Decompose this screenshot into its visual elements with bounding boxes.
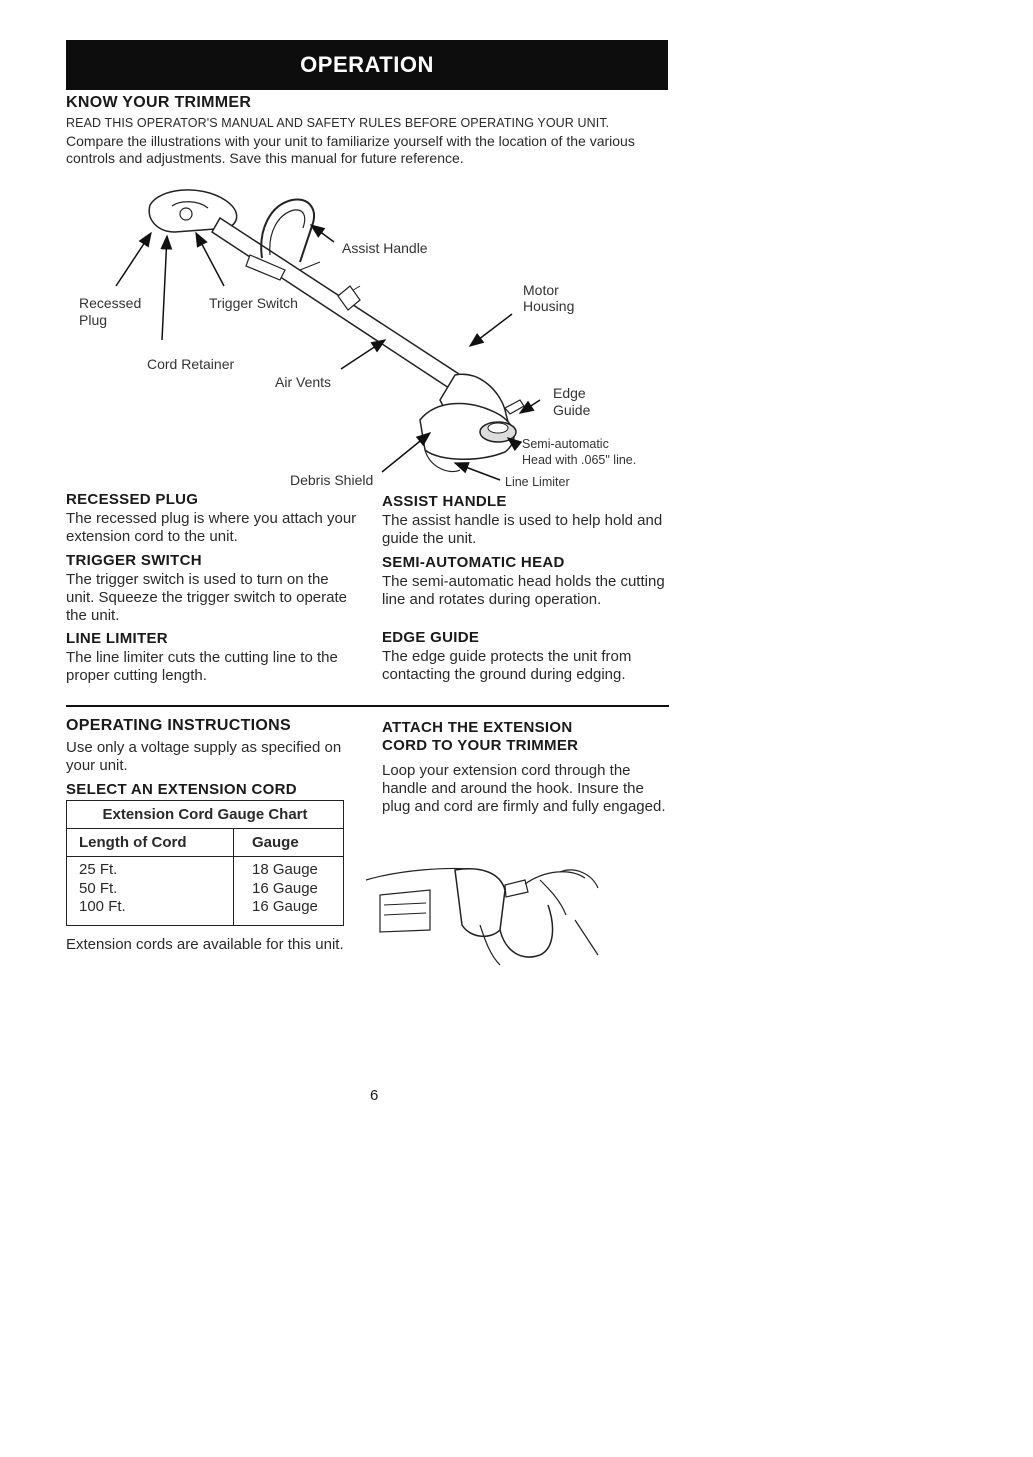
label-trigger-switch: Trigger Switch [209, 295, 298, 311]
attach-heading-line-1: ATTACH THE EXTENSION [382, 719, 573, 736]
edge-guide-heading: EDGE GUIDE [382, 629, 480, 646]
select-extension-cord-heading: SELECT AN EXTENSION CORD [66, 781, 297, 798]
assist-handle-text: The assist handle is used to help hold and guide the unit. [382, 512, 663, 547]
table-header-length: Length of Cord [67, 829, 234, 857]
table-caption: Extension Cord Gauge Chart [67, 801, 344, 829]
label-plug: Plug [79, 312, 108, 328]
label-assist-handle: Assist Handle [342, 240, 428, 256]
label-semi-automatic: Semi-automatic [522, 437, 609, 451]
recessed-plug-text: The recessed plug is where you attach your extension cord to the unit. [66, 510, 357, 545]
intro-rest: Compare the illustrations with your unit to familiarize yourself with the location of the various controls and adjustments. Save this manual for future reference. [66, 132, 635, 166]
operating-instructions-text: Use only a voltage supply as specified on your unit. [66, 739, 342, 774]
line-limiter-heading: LINE LIMITER [66, 630, 168, 647]
table-cell-gauge: 18 Gauge [252, 861, 318, 878]
operating-instructions-heading: OPERATING INSTRUCTIONS [66, 717, 291, 734]
table-cell-gauge: 16 Gauge [252, 898, 318, 915]
semi-automatic-head-text: The semi-automatic head holds the cutting line and rotates during operation. [382, 573, 665, 608]
label-guide: Guide [553, 402, 591, 418]
assist-handle-heading: ASSIST HANDLE [382, 493, 507, 510]
trigger-switch-heading: TRIGGER SWITCH [66, 552, 202, 569]
attach-heading-line-2: CORD TO YOUR TRIMMER [382, 737, 579, 754]
table-header-gauge: Gauge [234, 829, 344, 857]
line-limiter-text: The line limiter cuts the cutting line to the proper cutting length. [66, 649, 338, 684]
label-motor: Motor [523, 282, 559, 298]
semi-automatic-head-heading: SEMI-AUTOMATIC HEAD [382, 554, 565, 571]
recessed-plug-heading: RECESSED PLUG [66, 491, 199, 508]
attach-text: Loop your extension cord through the handle and around the hook. Insure the plug and cord are firmly and fully engaged. [382, 762, 666, 815]
table-cell-length: 25 Ft. [79, 861, 118, 878]
label-line-limiter: Line Limiter [505, 475, 570, 489]
table-cell-length: 50 Ft. [79, 879, 118, 897]
label-housing: Housing [523, 298, 575, 314]
page-number: 6 [370, 1087, 379, 1104]
know-your-trimmer-heading: KNOW YOUR TRIMMER [66, 94, 252, 111]
label-debris-shield: Debris Shield [290, 472, 374, 488]
label-edge: Edge [553, 385, 586, 401]
edge-guide-text: The edge guide protects the unit from contacting the ground during edging. [382, 648, 632, 683]
trigger-switch-text: The trigger switch is used to turn on the unit. Squeeze the trigger switch to operate the unit. [66, 571, 348, 624]
table-cell-gauge: 16 Gauge [252, 879, 318, 897]
label-recessed: Recessed [79, 295, 142, 311]
label-air-vents: Air Vents [275, 374, 332, 390]
table-cell-length: 100 Ft. [79, 898, 126, 915]
extension-cord-note: Extension cords are available for this unit. [66, 936, 344, 953]
banner-title: OPERATION [300, 52, 434, 77]
label-cord-retainer: Cord Retainer [147, 356, 235, 372]
intro-caps: READ THIS OPERATOR'S MANUAL AND SAFETY RULES BEFORE OPERATING YOUR UNIT. [66, 116, 610, 130]
label-head-with-line: Head with .065" line. [522, 453, 637, 467]
